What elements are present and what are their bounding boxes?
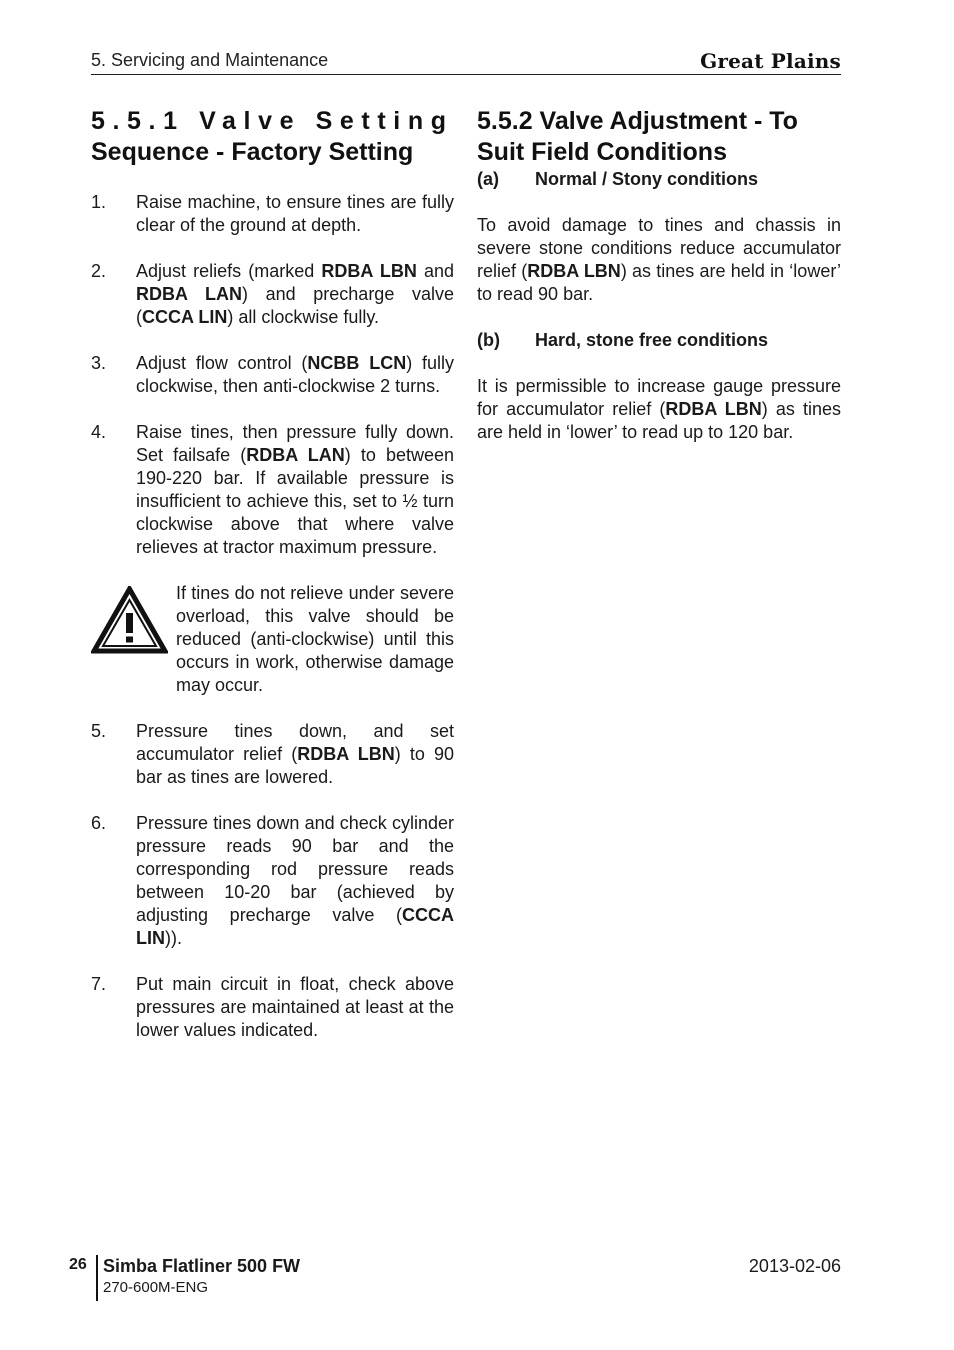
- left-column: [91, 106, 454, 1042]
- header-divider: [91, 74, 841, 75]
- document-code: 270-600M-ENG: [103, 1279, 209, 1296]
- subheading-a-tag: (a): [477, 169, 499, 189]
- text-run: It is permissible to increase gauge pressure for accumulator relief (: [477, 376, 841, 419]
- subheading-a-title: Normal / Stony conditions: [535, 169, 759, 189]
- text-run: ) as tines are held in ‘lower’ to read up to 120 bar.: [477, 399, 842, 442]
- valve-code: RDBA LBN: [527, 261, 621, 281]
- text-run: ) to 90 bar as tines are lowered.: [136, 744, 455, 787]
- steps-list: [91, 191, 454, 559]
- text-run: Pressure tines down and check cylinder pressure reads 90 bar and the corresponding rod pressure reads between 10-20 bar (achieved by adjusting precharge valve (: [136, 813, 454, 925]
- document-title: Simba Flatliner 500 FW: [103, 1256, 301, 1276]
- document-date: 2013-02-06: [748, 1256, 841, 1276]
- step-number: 5.: [91, 721, 107, 741]
- steps-list-continued: [91, 720, 454, 1042]
- spacer: [91, 398, 454, 421]
- valve-code: RDBA LBN: [665, 399, 762, 419]
- subheading-b-title: Hard, stone free conditions: [535, 330, 769, 350]
- step-number: 2.: [91, 261, 107, 281]
- heading-line-2: Sequence - Factory Setting: [91, 138, 414, 166]
- text-run: Put main circuit in float, check above pressures are maintained at least at the lower values indicated.: [136, 974, 454, 1040]
- warning-note: [91, 582, 454, 697]
- spacer: [91, 789, 454, 812]
- list-item: [91, 720, 454, 789]
- subheading-a: [477, 168, 841, 191]
- page-number: 26: [69, 1256, 87, 1273]
- text-run: To avoid damage to tines and chassis in severe stone conditions reduce accumulator relief (: [477, 215, 841, 281]
- spacer: [91, 237, 454, 260]
- spacer: [91, 950, 454, 973]
- spacer: [91, 329, 454, 352]
- list-item: [91, 352, 454, 398]
- list-item: [91, 973, 454, 1042]
- text-run: ) to between 190-220 bar. If available pressure is insufficient to achieve this, set to ½ turn clockwise above that where valve relieves at tractor maximum pressure.: [136, 445, 455, 557]
- step-number: 4.: [91, 422, 107, 442]
- subheading-b-tag: (b): [477, 330, 500, 350]
- text-run: ) fully clockwise, then anti-clockwise 2 turns.: [136, 353, 454, 396]
- list-item: [91, 812, 454, 950]
- text-run: Raise tines, then pressure fully down. Set failsafe (: [136, 422, 454, 465]
- list-item: [91, 421, 454, 559]
- valve-code: CCCA LIN: [136, 905, 454, 948]
- step-number: 1.: [91, 192, 107, 212]
- valve-code: RDBA LAN: [246, 445, 345, 465]
- right-column: [477, 106, 841, 444]
- subheading-b: [477, 329, 841, 352]
- text-run: ) and precharge valve (: [136, 284, 454, 327]
- paragraph-stony: [477, 214, 841, 306]
- text-run: Raise machine, to ensure tines are fully clear of the ground at depth.: [136, 192, 454, 235]
- text-run: ) all clockwise fully.: [227, 307, 380, 327]
- text-run: ) as tines are held in ‘lower’ to read 90 bar.: [477, 261, 841, 304]
- text-run: )).: [165, 928, 182, 948]
- step-number: 6.: [91, 813, 107, 833]
- heading-line-2: Suit Field Conditions: [477, 138, 727, 166]
- step-number: 7.: [91, 974, 107, 994]
- section-heading-5-5-1: [91, 106, 454, 168]
- section-heading-5-5-2: [477, 106, 841, 168]
- running-header-section: 5. Servicing and Maintenance: [91, 50, 329, 70]
- valve-code: NCBB LCN: [307, 353, 407, 373]
- warning-triangle-icon: [91, 586, 168, 654]
- text-run: Pressure tines down, and set accumulator relief (: [136, 721, 454, 764]
- valve-code: RDBA LAN: [136, 284, 242, 304]
- heading-line-1: 5.5.1 Valve Setting: [91, 107, 454, 135]
- list-item: [91, 191, 454, 237]
- list-item: [91, 260, 454, 329]
- text-run: Adjust reliefs (marked: [136, 261, 322, 281]
- valve-code: RDBA LBN: [297, 744, 395, 764]
- step-number: 3.: [91, 353, 107, 373]
- valve-code: RDBA LBN: [321, 261, 417, 281]
- valve-code: CCCA LIN: [142, 307, 228, 327]
- text-run: Adjust flow control (: [136, 353, 308, 373]
- heading-line-1: 5.5.2 Valve Adjustment - To: [477, 107, 798, 135]
- footer-divider: [96, 1255, 98, 1301]
- brand-logo: Great Plains: [700, 49, 841, 73]
- paragraph-stone-free: [477, 375, 841, 444]
- warning-text: If tines do not relieve under severe overload, this valve should be reduced (anti-clockwise) until this occurs in work, otherwise damage may occur.: [176, 583, 454, 695]
- text-run: and: [416, 261, 454, 281]
